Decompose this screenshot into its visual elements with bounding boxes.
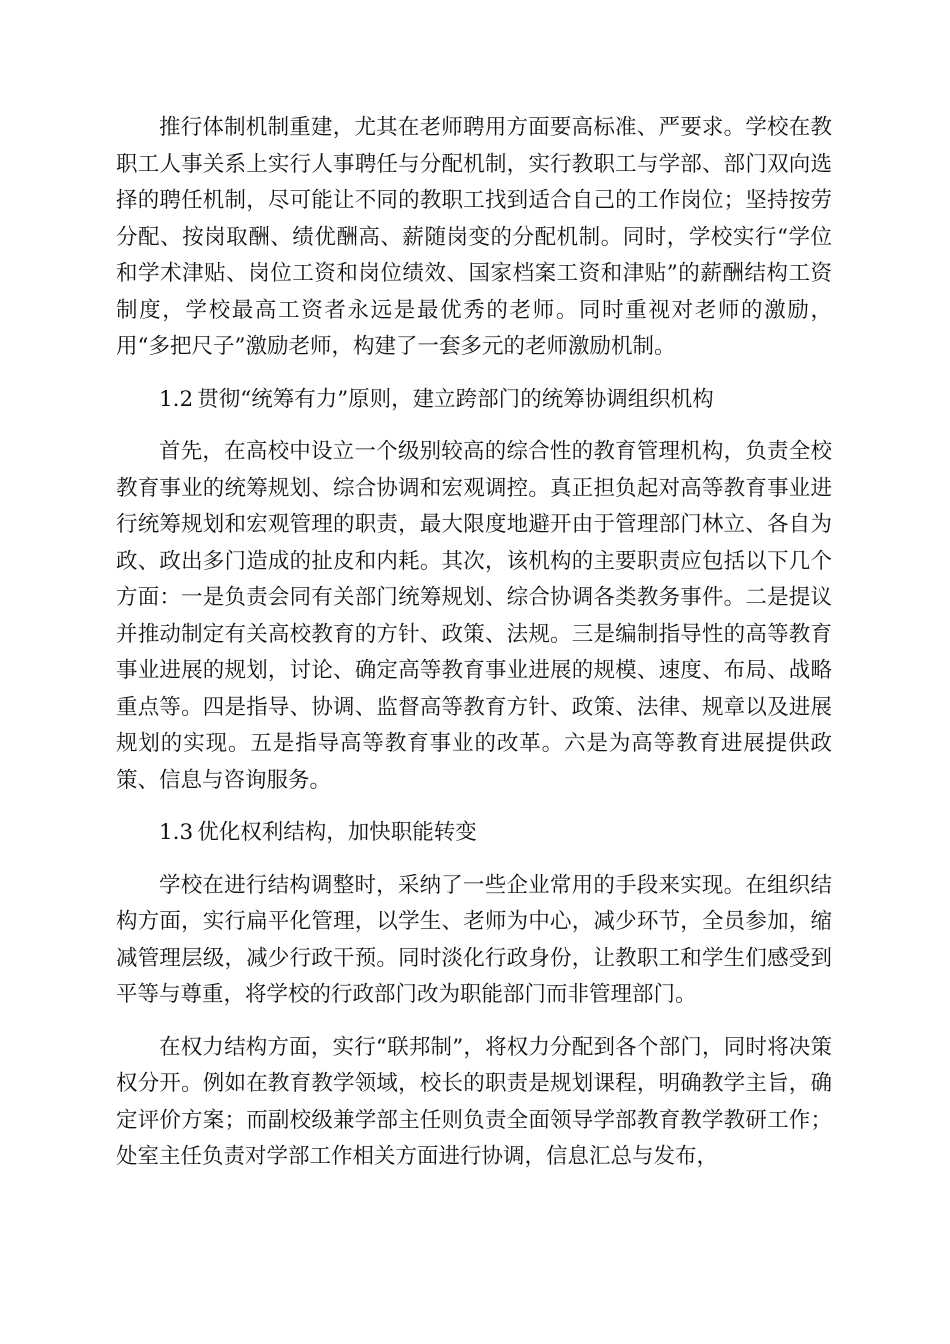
section-title: 贯彻“统筹有力”原则，建立跨部门的统筹协调组织机构 (197, 386, 714, 412)
section-heading-1-3 (116, 815, 832, 852)
paragraph-organizational-structure: 学校在进行结构调整时，采纳了一些企业常用的手段来实现。在组织结构方面，实行扁平化管理，以学生、老师为中心，减少环节，全员参加，缩减管理层级，减少行政干预。同时淡化行政身份，让教职工和学生们感受到平等与尊重，将学校的行政部门改为职能部门而非管理部门。 (116, 872, 832, 1007)
paragraph-personnel-reform: 推行体制机制重建，尤其在老师聘用方面要高标准、严要求。学校在教职工人事关系上实行人事聘任与分配机制，实行教职工与学部、部门双向选择的聘任机制，尽可能让不同的教职工找到适合自己的工作岗位；坚持按劳分配、按岗取酬、绩优酬高、薪随岗变的分配机制。同时，学校实行“学位和学术津贴、岗位工资和岗位绩效、国家档案工资和津贴”的薪酬结构工资制度，学校最高工资者永远是最优秀的老师。同时重视对老师的激励，用“多把尺子”激励老师，构建了一套多元的老师激励机制。 (116, 115, 832, 359)
section-heading-1-2 (116, 382, 832, 419)
paragraph-coordination-agency: 首先，在高校中设立一个级别较高的综合性的教育管理机构，负责全校教育事业的统筹规划、综合协调和宏观调控。真正担负起对高等教育事业进行统筹规划和宏观管理的职责，最大限度地避开由于管理部门林立、各自为政、政出多门造成的扯皮和内耗。其次，该机构的主要职责应包括以下几个方面：一是负责会同有关部门统筹规划、综合协调各类教务事件。二是提议并推动制定有关高校教育的方针、政策、法规。三是编制指导性的高等教育事业进展的规划，讨论、确定高等教育事业进展的规模、速度、布局、战略重点等。四是指导、协调、监督高等教育方针、政策、法律、规章以及进展规划的实现。五是指导高等教育事业的改革。六是为高等教育进展提供政策、信息与咨询服务。 (116, 439, 832, 793)
section-title: 优化权利结构，加快职能转变 (197, 820, 477, 845)
paragraph-power-structure: 在权力结构方面，实行“联邦制”，将权力分配到各个部门，同时将决策权分开。例如在教育教学领域，校长的职责是规划课程，明确教学主旨，确定评价方案；而副校级兼学部主任则负责全面领导学部教育教学教研工作；处室主任负责对学部工作相关方面进行协调，信息汇总与发布， (116, 1034, 832, 1169)
section-number: 1.2 (159, 386, 194, 412)
section-number: 1.3 (159, 820, 194, 845)
